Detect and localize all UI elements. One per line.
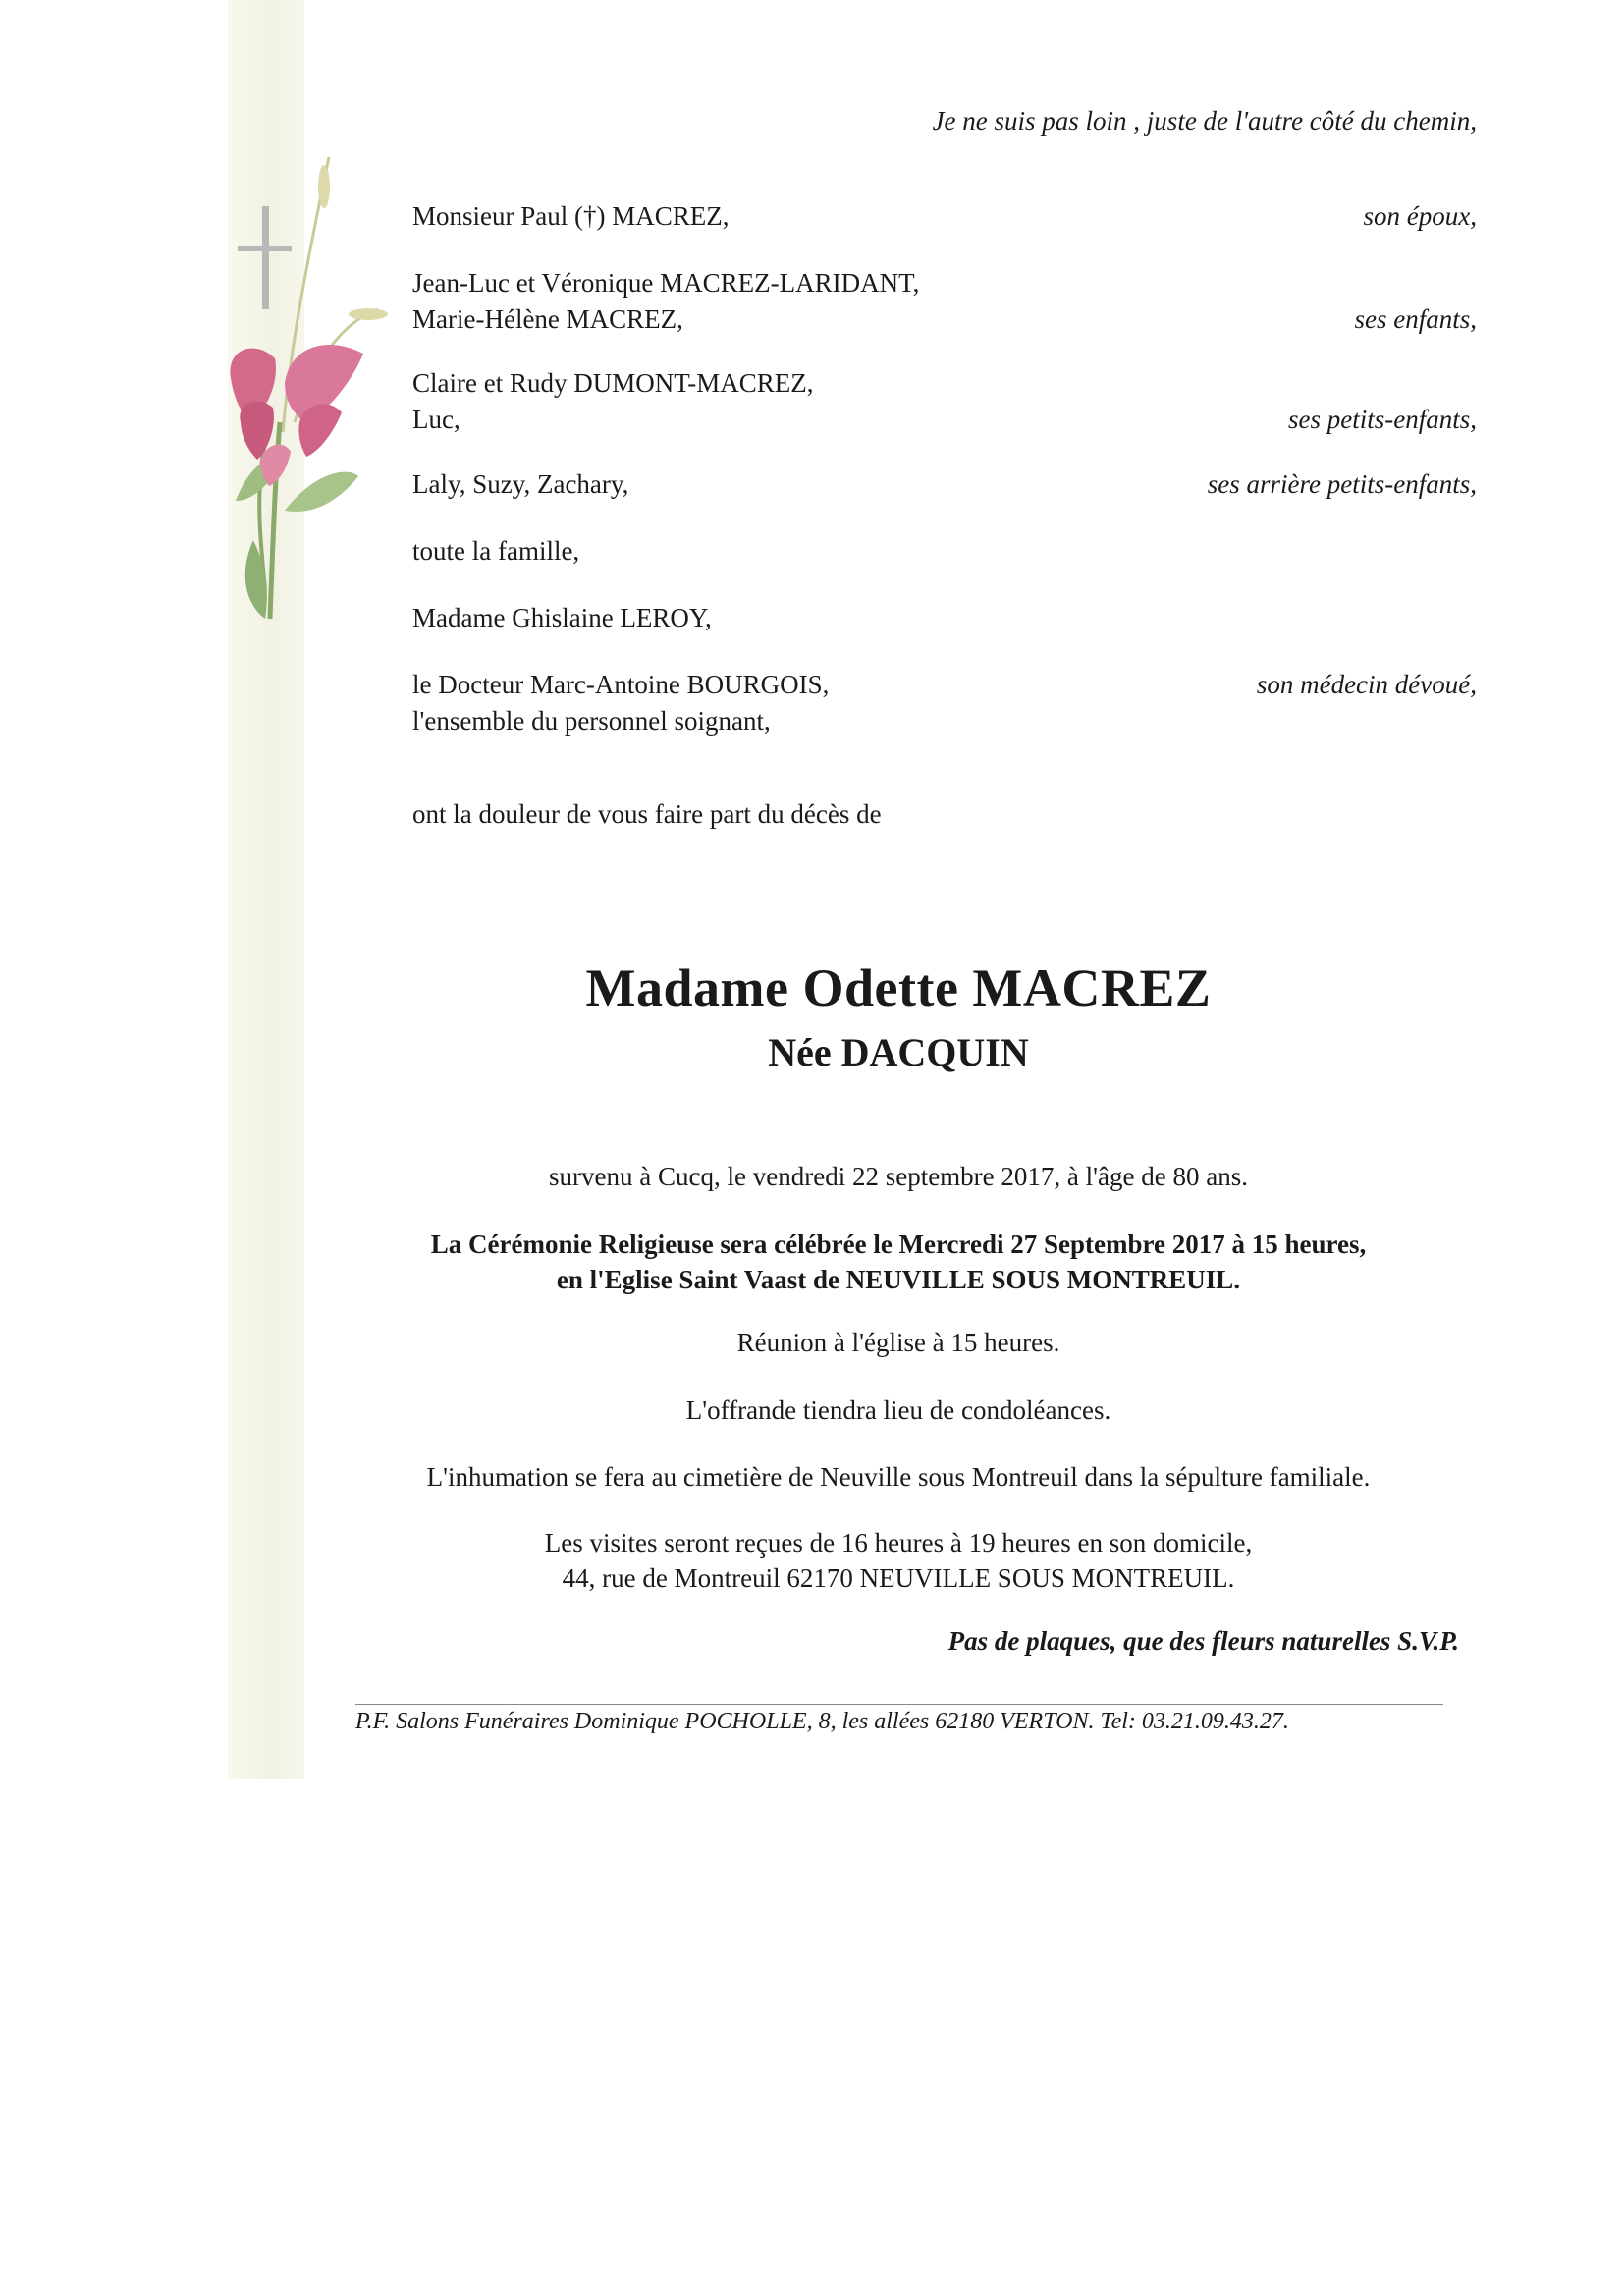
family-name-line: Luc,: [412, 405, 460, 434]
death-notice: survenu à Cucq, le vendredi 22 septembre 2017, à l'âge de 80 ans.: [549, 1162, 1248, 1191]
family-name-line: l'ensemble du personnel soignant,: [412, 706, 771, 736]
funeral-home-footer: P.F. Salons Funéraires Dominique POCHOLLE, 8, les allées 62180 VERTON. Tel: 03.21.09.43.27.: [355, 1709, 1289, 1734]
burial-info: L'inhumation se fera au cimetière de Neuville sous Montreuil dans la sépulture familiale.: [426, 1462, 1371, 1492]
family-name-line: Marie-Hélène MACREZ,: [412, 304, 683, 334]
visits-line: 44, rue de Montreuil 62170 NEUVILLE SOUS MONTREUIL.: [562, 1563, 1235, 1593]
family-name-line: Monsieur Paul (†) MACREZ,: [412, 201, 730, 231]
offering-info: L'offrande tiendra lieu de condoléances.: [685, 1395, 1111, 1425]
family-name-line: Claire et Rudy DUMONT-MACREZ,: [412, 368, 814, 398]
ceremony-details: [0, 1227, 1624, 1297]
family-relation: ses arrière petits-enfants,: [1207, 469, 1477, 499]
family-relation: son médecin dévoué,: [1256, 670, 1477, 699]
visits-info: [0, 1525, 1624, 1596]
family-name-line: Laly, Suzy, Zachary,: [412, 469, 629, 499]
family-relation: ses petits-enfants,: [1288, 405, 1477, 434]
family-relation: ses enfants,: [1354, 304, 1477, 334]
family-name-line: toute la famille,: [412, 536, 580, 566]
meeting-info: Réunion à l'église à 15 heures.: [736, 1328, 1060, 1357]
deceased-maiden-name: Née DACQUIN: [768, 1030, 1029, 1074]
ceremony-line: La Cérémonie Religieuse sera célébrée le Mercredi 27 Septembre 2017 à 15 heures,: [430, 1230, 1367, 1259]
family-name-line: Jean-Luc et Véronique MACREZ-LARIDANT,: [412, 268, 920, 298]
ceremony-line: en l'Eglise Saint Vaast de NEUVILLE SOUS MONTREUIL.: [556, 1265, 1241, 1294]
cross-and-lily-illustration: [167, 128, 393, 629]
deceased-name: Madame Odette MACREZ: [585, 958, 1212, 1017]
epigraph: Je ne suis pas loin , juste de l'autre côté du chemin,: [932, 106, 1477, 136]
announcement-text: ont la douleur de vous faire part du décès de: [412, 799, 882, 829]
family-name-line: le Docteur Marc-Antoine BOURGOIS,: [412, 670, 830, 699]
family-relation: son époux,: [1363, 201, 1477, 231]
flowers-request: Pas de plaques, que des fleurs naturelles S.V.P.: [947, 1626, 1459, 1656]
visits-line: Les visites seront reçues de 16 heures à 19 heures en son domicile,: [544, 1528, 1253, 1558]
footer-divider: [355, 1704, 1443, 1705]
family-name-line: Madame Ghislaine LEROY,: [412, 603, 712, 632]
